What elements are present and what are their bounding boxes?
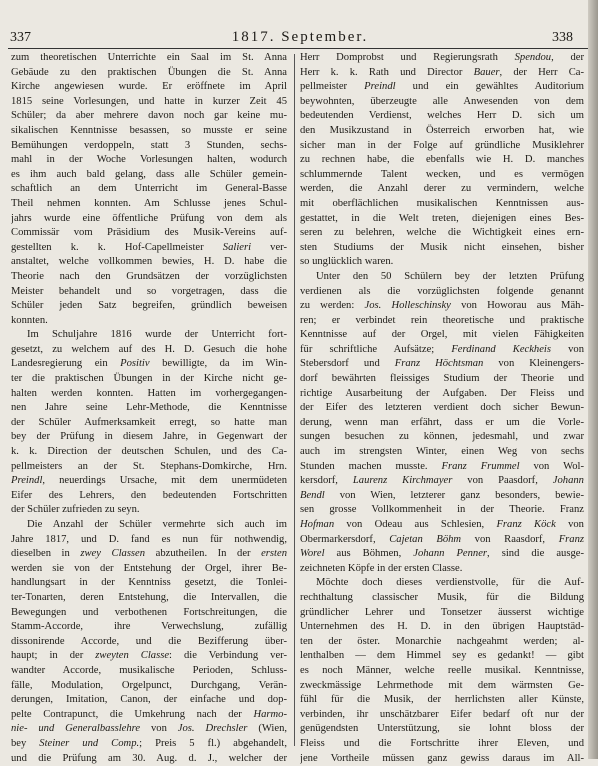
text-line: zeichneten Köpfe in der ersten Classe. [300, 562, 584, 577]
text-line [11, 357, 287, 372]
column-divider [294, 54, 295, 746]
right-column [300, 51, 584, 766]
text-line: Die Anzahl der Schüler vermehrte sich auch im [11, 518, 287, 533]
text-line: handlungsart in der Kenntniss gesetzt, die Tonlei- [11, 576, 287, 591]
italic-text: Spendou [515, 52, 551, 63]
text-line [300, 474, 584, 489]
italic-text: Franz Köck [496, 519, 555, 530]
text-run: für schriftliche Aufsätze; [300, 344, 451, 355]
text-run: von [556, 519, 584, 530]
text-run: von Odeau aus Schlesien, [334, 519, 496, 530]
text-line: Schüler; da aber mehrere davon noch gar keine mu- [11, 109, 287, 124]
text-line: den Musikzustand in Österreich erworben hat, wie [300, 124, 584, 139]
text-line: sikalischen Kenntnisse besassen, so musste er seine [11, 124, 287, 139]
italic-text: Positiv [120, 358, 149, 369]
text-line: gesetzt, zu welchem auf des H. D. Gesuch die hohe [11, 343, 287, 358]
italic-text: Jos. Drechsler [178, 723, 248, 734]
text-line: ten der öster. Monarchie nachgeahmt werden; al- [300, 635, 584, 650]
text-line: Schüler jeden Satz begreifen, gründlich beweisen [11, 299, 287, 314]
text-run: , der [551, 52, 584, 63]
text-run: von Wien, letzterer ganz besonders, bewie- [325, 490, 584, 501]
text-run: von [140, 723, 178, 734]
text-line: Unter den 50 Schülern bey der letzten Prüfung [300, 270, 584, 285]
text-line [300, 66, 584, 81]
text-run: haupt; in der [11, 650, 95, 661]
text-line: zum theoretischen Unterrichte ein Saal im St. Anna [11, 51, 287, 66]
text-line: sungen besuchen zu können, jedesmahl, und zwar [300, 430, 584, 445]
text-line [300, 343, 584, 358]
text-line: ter-Tonarten, deren Entstehung, die Intervallen, die [11, 591, 287, 606]
text-run: , sind die ausge- [487, 548, 584, 559]
text-line: sicher man in der Folge auf gründliche Musiklehrer [300, 139, 584, 154]
italic-text: Bendl [300, 490, 325, 501]
text-run: Obermarkersdorf, [300, 534, 389, 545]
text-run: Landesregierung ein [11, 358, 120, 369]
text-run: und ein gewähltes Auditorium [396, 81, 584, 92]
italic-text: Franz [559, 534, 584, 545]
text-line: Unternehmen des H. D. in den übrigen Hauptstäd- [300, 620, 584, 635]
text-line [300, 518, 584, 533]
italic-text: Laurenz Kirchmayer [353, 475, 452, 486]
text-line: jene Vortheile müssen ganz gewiss daraus im All- [300, 752, 584, 766]
text-line: seren zu belehren, welche die Wichtigkeit eines ern- [300, 226, 584, 241]
text-line [300, 547, 584, 562]
text-line: genügendsten Unterstützung, sie lohnt bloss der [300, 722, 584, 737]
text-line: gründlicher Lehrer und Tonsetzer äusserst wichtige [300, 606, 584, 621]
text-line: richtige Ausarbeitung der Aufgaben. Der Fleiss und [300, 387, 584, 402]
text-run: jahrs wurde eine öffentliche Prüfung von dem als [11, 213, 287, 224]
text-line: halten werden konnten. Hatten im vorhergegangen- [11, 387, 287, 402]
text-line: zu rechnen habe, die ebenfalls wie H. D. manches [300, 153, 584, 168]
text-line [300, 460, 584, 475]
text-line: mahl in der Woche Vorlesungen halten, wodurch [11, 153, 287, 168]
text-line: wandter Accorde, musikalische Perioden, Schluss- [11, 664, 287, 679]
text-line: Fleiss und die Fortschritte ihrer Eleven, und [300, 737, 584, 752]
text-line [11, 474, 287, 489]
text-line: Gebäude zu den praktischen Übungen die St. Anna [11, 66, 287, 81]
text-run: bewilligte, da im Win- [150, 358, 287, 369]
italic-text: ersten [261, 548, 287, 559]
text-line: lenthalben — dem Himmel sey es gedankt! — gibt [300, 649, 584, 664]
text-line: Commissär vom Präsidium des Musik-Vereins auf- [11, 226, 287, 241]
text-line: Kirche angewiesen wurde. Er eröffnete im April [11, 80, 287, 95]
text-line: fälle, Modulation, Orgelpunct, Durchgang, Verän- [11, 679, 287, 694]
text-run: : die Verbindung ver- [169, 650, 287, 661]
text-line [300, 51, 584, 66]
italic-text: Worel [300, 548, 325, 559]
page-number-left: 337 [10, 30, 31, 46]
text-line: pellmeisters an der St. Stephans-Domkirche, Hrn. [11, 460, 287, 475]
text-line [11, 547, 287, 562]
text-run: kersdorf, [300, 475, 353, 486]
text-line: 1815 seine Vorlesungen, und hatte in kurzer Zeit 45 [11, 95, 287, 110]
text-line [300, 533, 584, 548]
text-line [300, 299, 584, 314]
text-line: beywohnten, überzeugte alle Anwesenden von dem [300, 95, 584, 110]
text-run: bey [11, 738, 39, 749]
text-run: von Kleinengers- [483, 358, 584, 369]
italic-text: zwey Classen [80, 548, 145, 559]
text-line: sten Studiums der Musik nicht einsehen, bisher [300, 241, 584, 256]
text-line: Stamm-Accorde, ihre Verwechslung, zufällig [11, 620, 287, 635]
text-line: dissonirende Accorde, und die Bezifferung über- [11, 635, 287, 650]
text-line: auch im strengsten Winter, einen Weg von sechs [300, 445, 584, 460]
italic-text: Hofman [300, 519, 334, 530]
text-line [11, 722, 287, 737]
text-line: Möchte doch dieses verdienstvolle, für die Auf- [300, 576, 584, 591]
text-line: Bewegungen und verbothenen Fortschreitungen, die [11, 606, 287, 621]
text-line: verdienen als die vorzüglichsten folgende genannt [300, 285, 584, 300]
text-line: gestattet, in die Welt treten, diejenigen eines Bes- [300, 212, 584, 227]
text-line: mit oberflächlichen musikalischen Kenntnissen aus- [300, 197, 584, 212]
text-run: gestellten k. k. Hof-Capellmeister [11, 242, 223, 253]
running-header [0, 26, 598, 50]
italic-text: Preindl [364, 81, 395, 92]
text-line: schlummernde Talent wecken, und es vermögen [300, 168, 584, 183]
page-number-right: 338 [552, 30, 573, 46]
text-run: von [551, 344, 584, 355]
text-run: Herr k. k. Rath und Director [300, 67, 474, 78]
text-line: konnten. [11, 314, 287, 329]
text-line: sen grosse Vollkommenheit in der Theorie. Franz [300, 503, 584, 518]
text-run: ; Preis 5 fl.) abgehandelt, [139, 738, 287, 749]
text-line: werden sie von der Entstehung der Orgel, ihrer Be- [11, 562, 287, 577]
text-line: der Eifer des letzteren verdient doch sicher Bewun- [300, 401, 584, 416]
text-line [11, 737, 287, 752]
text-run: abzutheilen. In der [145, 548, 261, 559]
text-run: Stunden machen musste. [300, 461, 441, 472]
italic-text: Franz Höchtsman [395, 358, 484, 369]
text-run: von Howorau aus Mäh- [451, 300, 584, 311]
text-run: , neuerdings Ursache, mit dem unermüdeten [42, 475, 287, 486]
italic-text: Harmo- [253, 709, 287, 720]
text-line [300, 357, 584, 372]
text-line: und die Prüfung am 30. Aug. d. J., welcher der [11, 752, 287, 766]
text-line [300, 80, 584, 95]
text-line [300, 489, 584, 504]
text-run: pelte Contrapunct, die Umkehrung nach der [11, 709, 253, 720]
text-run: aus Böhmen, [325, 548, 414, 559]
text-line: der Schüler zufrieden zu seyn. [11, 503, 287, 518]
text-run: , der Herr Ca- [500, 67, 584, 78]
text-line: der Schüler Aufmerksamkeit erregt, so hatte man [11, 416, 287, 431]
italic-text: Cajetan Böhm [389, 534, 461, 545]
text-line: ren; er verbindet rein theoretische und praktische [300, 314, 584, 329]
text-line: schaftlich an dem Unterricht im General-Basse [11, 182, 287, 197]
running-title: 1817. September. [200, 29, 400, 46]
text-line: Theorie nach den Grundsätzen der vorzüglichsten [11, 270, 287, 285]
text-line: Theil nehmen konnten. Am Schlusse jenes Schul- [11, 197, 287, 212]
text-line: ter die praktischen Übungen in der Kirche nicht ge- [11, 372, 287, 387]
text-run: zu werden: [300, 300, 365, 311]
text-line: zweckmässige Lehrmethode mit dem wärmsten Ge- [300, 679, 584, 694]
text-run: dieselben in [11, 548, 80, 559]
header-rule [8, 48, 588, 49]
text-line: fühl für die Musik, der herrlichsten aller Künste, [300, 693, 584, 708]
text-line [11, 212, 287, 227]
text-line: Jahre 1817, und D. fand es nun für nothwendig, [11, 533, 287, 548]
italic-text: Jos. Holleschinsky [365, 300, 451, 311]
italic-text: Ferdinand Keckheis [451, 344, 551, 355]
text-run: (Wien, [247, 723, 287, 734]
text-line: rechthaltung classischer Musik, für die Bildung [300, 591, 584, 606]
text-line: Im Schuljahre 1816 wurde der Unterricht fort- [11, 328, 287, 343]
text-line [11, 241, 287, 256]
italic-text: Steiner und Comp. [39, 738, 139, 749]
text-line: Eifer des Lehrers, den bedeutenden Fortschritten [11, 489, 287, 504]
italic-text: Salieri [223, 242, 251, 253]
page-edge-shadow [588, 0, 598, 759]
text-line: derung, wenn man erfährt, dass er um die Vorle- [300, 416, 584, 431]
text-line: bey der Prüfung in diesem Jahre, in Gegenwart der [11, 430, 287, 445]
text-run: pellmeister [300, 81, 364, 92]
left-column [11, 51, 287, 766]
text-line: bedeutenden Verdienst, welches Herr D. sich um [300, 109, 584, 124]
text-run: von Wol- [520, 461, 584, 472]
text-run: Herr Domprobst und Regierungsrath [300, 52, 515, 63]
text-run: ver- [251, 242, 287, 253]
text-line: verbinden, ihr unschätzbarer Eifer bedarf oft nur der [300, 708, 584, 723]
text-run: von Raasdorf, [461, 534, 559, 545]
italic-text: nie- und Generalbasslehre [11, 723, 140, 734]
text-run: von Paasdorf, [452, 475, 552, 486]
text-line: nen Jahre seine Lehr-Methode, die Kenntnisse [11, 401, 287, 416]
text-line: so unglücklich waren. [300, 255, 584, 270]
italic-text: Franz Frummel [441, 461, 519, 472]
italic-text: Johann [553, 475, 584, 486]
text-line [11, 649, 287, 664]
text-line: anstaltet, welche vollkommen bewies, H. D. habe die [11, 255, 287, 270]
italic-text: Preindl [11, 475, 42, 486]
text-line: Bemühungen verdoppeln, statt 3 Stunden, sechs- [11, 139, 287, 154]
text-run: Stebersdorf und [300, 358, 395, 369]
text-line: derungen, Imitation, Canon, der einfache und dop- [11, 693, 287, 708]
italic-text: zweyten Classe [95, 650, 169, 661]
italic-text: Bauer [474, 67, 500, 78]
text-line: Meister behandelt und so vorgetragen, dass die [11, 285, 287, 300]
text-line: es noch Männer, welche reelle musikal. Kenntnisse, [300, 664, 584, 679]
text-line: Kenntnisse auf der Orgel, mit vielen Fähigkeiten [300, 328, 584, 343]
text-line: werden, die Anzahl derer zu vermindern, welche [300, 182, 584, 197]
text-line [11, 708, 287, 723]
text-line: es ihm auch bald gelang, dass alle Schüler gemein- [11, 168, 287, 183]
italic-text: Johann Penner [413, 548, 487, 559]
text-line: k. k. Direction der deutschen Schulen, und des Ca- [11, 445, 287, 460]
text-line: dorf bewährten fleissiges Studium der Theorie und [300, 372, 584, 387]
